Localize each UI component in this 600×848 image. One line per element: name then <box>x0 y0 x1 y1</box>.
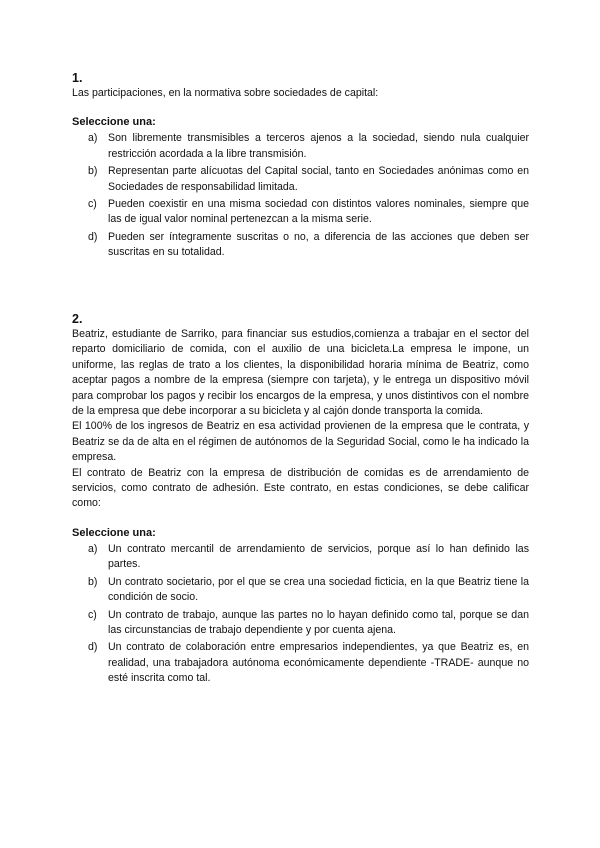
option-c[interactable] <box>72 197 529 228</box>
options-list <box>72 542 529 687</box>
select-one-label: Seleccione una: <box>72 116 156 129</box>
option-letter: d) <box>88 230 98 243</box>
question-stem <box>72 86 529 101</box>
option-d[interactable] <box>72 640 529 686</box>
option-a[interactable] <box>72 542 529 573</box>
option-text: Un contrato de colaboración entre empresarios independientes, ya que Beatriz es, en realidad, una trabajadora autónoma económicamente dependiente -TRADE- aunque no esté inscrita como tal. <box>108 641 529 685</box>
question-2 <box>72 311 529 689</box>
stem-paragraph: Beatriz, estudiante de Sarriko, para financiar sus estudios,comienza a trabajar en el sector del reparto domiciliario de comida, con el auxilio de una bicicleta.La empresa le impone, un uniforme, las reglas de trato a los clientes, la disponibilidad horaria mínima de Beatriz, como aceptar pagos a nombre de la empresa (siempre con tarjeta), y le entrega un dispositivo móvil para comprobar los pagos y recibir los encargos de la empresa, y unos distintivos con el nombre de la empresa que debe incorporar a su bicicleta y al cajón donde transporta la comida. <box>72 328 529 418</box>
stem-paragraph: El contrato de Beatriz con la empresa de distribución de comidas es de arrendamiento de servicios, como contrato de adhesión. Este contrato, en estas condiciones, se debe calificar como: <box>72 466 529 510</box>
question-number: 2. <box>72 312 83 326</box>
option-letter: c) <box>88 198 97 211</box>
select-one-label: Seleccione una: <box>72 526 156 539</box>
options-list <box>72 131 529 260</box>
option-letter: b) <box>88 165 98 178</box>
option-text: Pueden ser íntegramente suscritas o no, a diferencia de las acciones que deben ser suscritas en su totalidad. <box>108 230 529 259</box>
option-text: Pueden coexistir en una misma sociedad con distintos valores nominales, siempre que las de igual valor nominal pertenezcan a la misma serie. <box>108 198 529 226</box>
option-d[interactable] <box>72 230 529 261</box>
stem-paragraph: El 100% de los ingresos de Beatriz en esa actividad provienen de la empresa que le contrata, y Beatriz se da de alta en el régimen de autónomos de la Seguridad Social, como le ha indicado la empresa. <box>72 420 529 464</box>
option-letter: a) <box>88 132 98 145</box>
question-number: 1. <box>72 71 83 85</box>
option-letter: d) <box>88 641 98 654</box>
stem-paragraph: Las participaciones, en la normativa sobre sociedades de capital: <box>72 87 379 99</box>
option-text: Representan parte alícuotas del Capital social, tanto en Sociedades anónimas como en Sociedades de responsabilidad limitada. <box>108 165 529 193</box>
option-b[interactable] <box>72 164 529 195</box>
option-letter: a) <box>88 542 98 555</box>
option-text: Un contrato societario, por el que se crea una sociedad ficticia, en la que Beatriz tiene la condición de socio. <box>108 575 529 604</box>
option-text: Son libremente transmisibles a terceros ajenos a la sociedad, siendo nula cualquier restricción acordada a la libre transmisión. <box>108 132 529 160</box>
option-letter: c) <box>88 608 97 621</box>
question-1 <box>72 70 529 263</box>
option-text: Un contrato de trabajo, aunque las partes no lo hayan definido como tal, porque se dan las circunstancias de trabajo dependiente y por cuenta ajena. <box>108 608 529 636</box>
option-c[interactable] <box>72 608 529 639</box>
option-a[interactable] <box>72 131 529 162</box>
option-text: Un contrato mercantil de arrendamiento de servicios, porque así lo han definido las partes. <box>108 542 529 571</box>
question-stem <box>72 327 529 512</box>
option-letter: b) <box>88 575 98 588</box>
option-b[interactable] <box>72 575 529 606</box>
